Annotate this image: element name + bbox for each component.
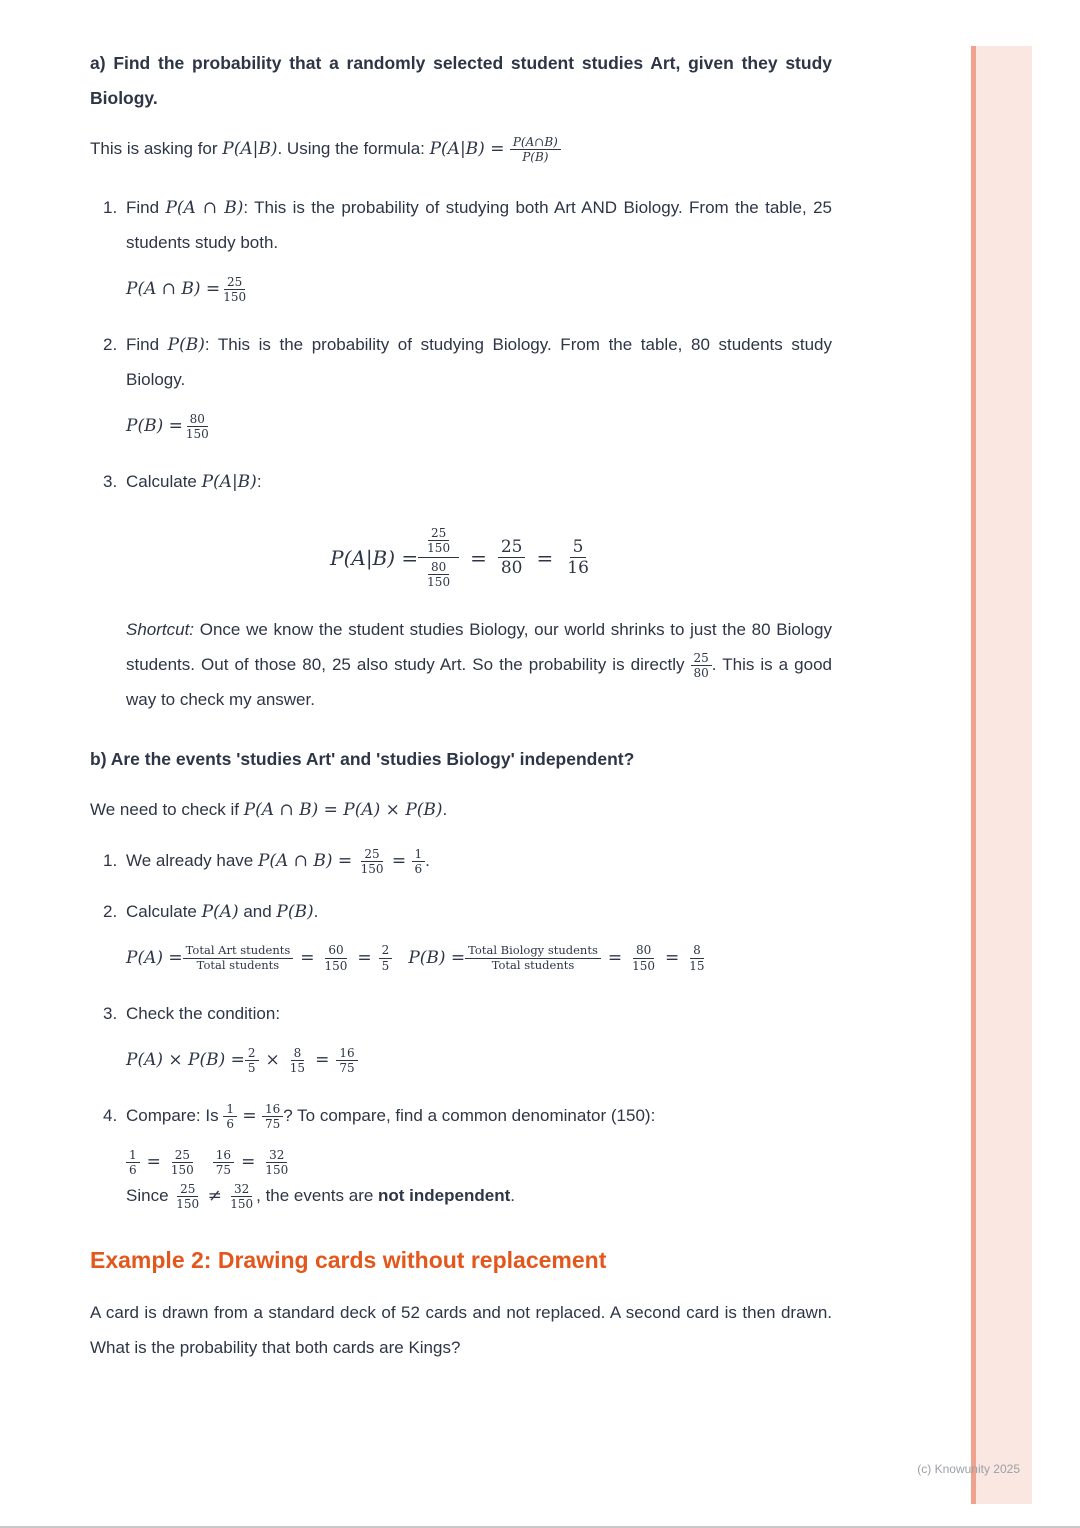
denominator: 15: [689, 958, 705, 973]
list-item-text: [126, 1099, 832, 1134]
denominator: 150: [176, 1197, 200, 1212]
denominator: 6: [414, 861, 423, 876]
fraction: [287, 1046, 308, 1075]
text: ? To compare, find a common denominator (150):: [283, 1105, 656, 1125]
text: Compare: Is: [126, 1105, 224, 1125]
list-item-body: [126, 328, 832, 449]
text: : This is the probability of studying both Art AND Biology. From the table, 25 students study both.: [126, 197, 833, 252]
text: and: [238, 901, 277, 921]
nested-fraction: [418, 524, 459, 592]
list-item-1: [90, 191, 832, 312]
fraction: [336, 1046, 357, 1075]
equation: [126, 275, 832, 304]
denominator: 75: [215, 1162, 232, 1177]
list-number: 1.: [103, 197, 118, 217]
fraction: [629, 943, 658, 972]
numerator: 1: [412, 847, 426, 862]
text: . This is a good way to check my answer.: [126, 655, 832, 709]
section-b-intro: [90, 793, 832, 828]
denominator: 150: [230, 1197, 254, 1212]
equation: [126, 1046, 832, 1075]
denominator: 150: [185, 426, 209, 441]
denominator: 80: [500, 558, 523, 578]
list-item-text: [126, 895, 832, 930]
text: :: [256, 471, 262, 491]
fraction: [424, 560, 453, 589]
denominator: Total students: [196, 957, 280, 972]
denominator: 150: [170, 1162, 194, 1177]
numerator: 32: [266, 1148, 287, 1163]
right-margin-band: [976, 46, 1032, 1504]
denominator: 75: [339, 1060, 355, 1075]
text: .: [425, 850, 430, 870]
math-expression: P(A ∩ B) = P(A) × P(B): [243, 799, 443, 820]
text: .: [510, 1186, 515, 1205]
text: . Using the formula:: [277, 139, 430, 158]
fraction: [322, 943, 351, 972]
math-expression: P(A): [201, 901, 239, 922]
text: Calculate: [126, 471, 202, 491]
shortcut-note: [90, 613, 832, 718]
equals-sign: =: [315, 1050, 330, 1071]
equals-sign: =: [241, 1152, 256, 1173]
numerator: Total Biology students: [465, 944, 601, 959]
numerator: 25: [361, 847, 382, 862]
math-lhs: P(B) =: [126, 416, 183, 437]
list-item-2: [90, 328, 832, 449]
fraction: [262, 1148, 291, 1177]
denominator: 150: [265, 1162, 289, 1177]
numerator: 80: [187, 412, 208, 427]
text: Since: [126, 1186, 174, 1205]
equals-sign: =: [146, 1152, 161, 1173]
right-margin-accent-line: [971, 46, 976, 1504]
numerator: 25: [224, 275, 245, 290]
numerator: 80: [633, 943, 654, 958]
section-a-intro: [90, 132, 832, 167]
fraction: [183, 412, 212, 441]
denominator: Total students: [491, 957, 575, 972]
list-number: 2.: [103, 334, 118, 354]
list-item-body: [126, 844, 832, 879]
fraction: [564, 537, 592, 578]
math-expression: P(A|B): [201, 471, 257, 492]
example-2-body: A card is drawn from a standard deck of 52 cards and not replaced. A second card is then drawn. What is the probability that both cards are Kings?: [90, 1303, 832, 1357]
list-number: 1.: [103, 850, 118, 870]
fraction: [220, 275, 249, 304]
list-item-text: [126, 191, 832, 261]
fraction: [424, 526, 453, 555]
numerator: [418, 524, 459, 558]
numerator: 25: [498, 537, 526, 558]
denominator: 150: [632, 958, 656, 973]
equals-sign: =: [300, 948, 315, 969]
list-item-4: [90, 1099, 832, 1214]
list-item-body: [126, 997, 832, 1083]
math-expression: P(B): [276, 901, 314, 922]
page-content: [90, 46, 832, 1366]
list-item-text: [126, 844, 832, 879]
numerator: 16: [336, 1046, 357, 1061]
list-number: 2.: [103, 901, 118, 921]
times-sign: ×: [265, 1050, 280, 1071]
denominator: 6: [129, 1162, 137, 1177]
section-b-heading: b) Are the events 'studies Art' and 'studies Biology' independent?: [90, 748, 635, 769]
text: .: [442, 799, 448, 819]
denominator: 75: [265, 1116, 281, 1131]
denominator: 6: [226, 1116, 234, 1131]
list-item-3: [90, 465, 832, 500]
denominator: 5: [381, 958, 390, 973]
numerator: 25: [691, 651, 712, 666]
math-lhs: P(A) =: [126, 948, 183, 969]
text: Once we know the student studies Biology, our world shrinks to just the 80 Biology students. Out of those 80, 25 also study Art. So the probability is directly: [126, 620, 832, 675]
numerator: 25: [428, 526, 449, 541]
text: : This is the probability of studying Biology. From the table, 80 students study Biology.: [126, 334, 832, 389]
text: This is asking for: [90, 139, 223, 158]
list-item-body: [126, 191, 832, 312]
numerator: 25: [172, 1148, 193, 1163]
text: Check the condition:: [126, 1003, 281, 1023]
list-item-body: [126, 1099, 832, 1214]
text: We need to check if: [90, 799, 244, 819]
equals-sign: =: [665, 948, 680, 969]
math-expression: P(A|B) =: [429, 139, 510, 159]
equals-sign: =: [242, 1105, 257, 1126]
list-item-text: [126, 997, 832, 1032]
fraction: [686, 943, 707, 972]
math-lhs: P(A|B) =: [330, 545, 419, 570]
list-item-2: [90, 895, 832, 981]
conclusion-text: [126, 1179, 832, 1214]
math-expression: P(B): [167, 334, 205, 355]
denominator: 80: [693, 666, 709, 681]
fraction: [213, 1148, 234, 1177]
list-number: 3.: [103, 471, 118, 491]
math-expression: P(A ∩ B) =: [257, 850, 358, 871]
fraction: [173, 1182, 202, 1211]
numerator: 32: [231, 1182, 252, 1197]
fraction: [412, 847, 426, 876]
numerator: 25: [177, 1182, 198, 1197]
equation: [126, 412, 832, 441]
numerator: 60: [325, 943, 346, 958]
denominator: 15: [289, 1060, 306, 1075]
example-2-heading: Example 2: Drawing cards without replacement: [90, 1246, 607, 1273]
copyright-footer: (c) Knowunity 2025: [917, 1462, 1020, 1476]
fraction: [183, 944, 294, 972]
emphasis-text: not independent: [378, 1186, 511, 1205]
equals-sign: =: [357, 948, 372, 969]
numerator: Total Art students: [183, 944, 294, 959]
numerator: P(A∩B): [510, 135, 561, 150]
list-number: 3.: [103, 1003, 118, 1023]
denominator: 150: [324, 958, 348, 973]
math-lhs: P(B) =: [408, 948, 466, 969]
numerator: 16: [213, 1148, 234, 1163]
math-lhs: P(A) × P(B) =: [126, 1050, 245, 1071]
text: We already have: [126, 850, 258, 870]
text: Find: [126, 197, 166, 217]
not-equals-sign: ≠: [207, 1186, 222, 1206]
equals-sign: =: [470, 545, 487, 570]
fraction: [227, 1182, 256, 1211]
fraction: [262, 1102, 283, 1131]
fraction: [223, 1102, 237, 1131]
fraction: [465, 944, 601, 972]
math-expression: P(A ∩ B): [165, 197, 244, 218]
equals-sign: =: [391, 850, 407, 871]
numerator: 16: [262, 1102, 283, 1117]
denominator: 16: [567, 558, 589, 578]
numerator: 2: [379, 943, 393, 958]
denominator: 150: [427, 540, 451, 555]
numerator: 1: [223, 1102, 237, 1117]
list-item-body: [126, 895, 832, 981]
list-number: 4.: [103, 1105, 118, 1125]
section-a-heading: a) Find the probability that a randomly selected student studies Art, given they study Biology.: [90, 53, 832, 108]
shortcut-label: Shortcut:: [126, 620, 195, 640]
fraction: [245, 1046, 259, 1075]
denominator: P(B): [522, 150, 549, 165]
fraction: [691, 651, 712, 680]
denominator: [418, 558, 459, 591]
fraction: [126, 1148, 140, 1177]
equals-sign: =: [607, 948, 623, 969]
math-expression: P(A|B): [222, 139, 278, 159]
list-item-text: [126, 328, 832, 398]
text: Find: [126, 334, 168, 354]
list-item-3: [90, 997, 832, 1083]
list-item-1: [90, 844, 832, 879]
display-equation: [90, 524, 832, 592]
numerator: 1: [126, 1148, 140, 1163]
math-lhs: P(A ∩ B) =: [126, 279, 221, 300]
equation: [126, 943, 832, 972]
denominator: 150: [427, 575, 451, 590]
fraction: [358, 847, 387, 876]
fraction: [379, 943, 393, 972]
numerator: 80: [428, 560, 449, 575]
list-item-body: [126, 465, 832, 500]
numerator: 8: [291, 1046, 305, 1061]
text: , the events are: [256, 1186, 379, 1205]
denominator: 150: [360, 861, 384, 876]
text: Calculate: [126, 901, 202, 921]
denominator: 5: [247, 1060, 256, 1075]
list-item-text: [126, 465, 832, 500]
text: .: [313, 901, 319, 921]
numerator: 5: [570, 537, 587, 558]
numerator: 2: [245, 1046, 259, 1061]
equation: [126, 1148, 832, 1177]
denominator: 150: [223, 289, 247, 304]
fraction: [498, 537, 526, 578]
fraction: [168, 1148, 197, 1177]
fraction: [510, 135, 561, 164]
numerator: 8: [690, 943, 704, 958]
equals-sign: =: [536, 545, 554, 570]
